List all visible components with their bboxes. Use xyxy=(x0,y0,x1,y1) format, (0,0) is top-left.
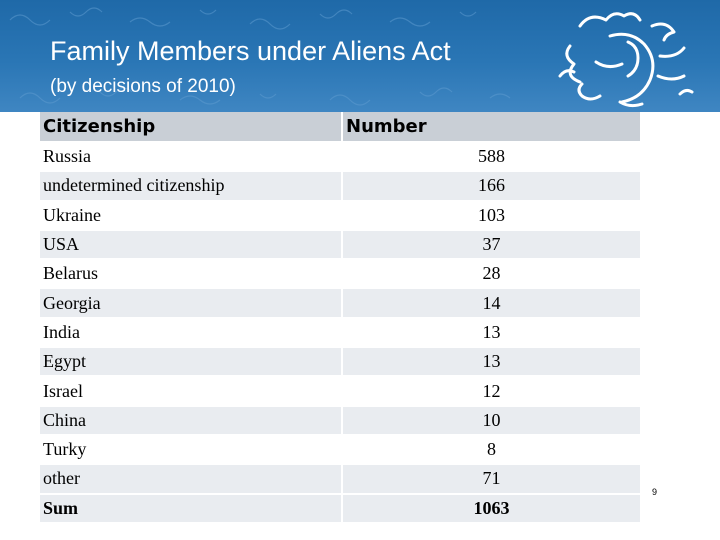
table-row xyxy=(40,464,640,493)
table-row xyxy=(40,171,640,200)
citizenship-cell: China xyxy=(40,406,342,435)
table-row xyxy=(40,230,640,259)
heraldic-lion-icon xyxy=(540,6,700,112)
number-cell: 103 xyxy=(342,201,640,230)
table-row xyxy=(40,201,640,230)
citizenship-cell: Egypt xyxy=(40,347,342,376)
citizenship-cell: USA xyxy=(40,230,342,259)
number-cell: 10 xyxy=(342,406,640,435)
citizenship-cell: undetermined citizenship xyxy=(40,171,342,200)
sum-row xyxy=(40,494,640,523)
table-row xyxy=(40,259,640,288)
title-banner xyxy=(0,0,720,112)
page-number: 9 xyxy=(652,487,658,497)
number-cell: 28 xyxy=(342,259,640,288)
citizenship-cell: Russia xyxy=(40,142,342,171)
table-row xyxy=(40,435,640,464)
number-cell: 12 xyxy=(342,376,640,405)
slide-subtitle: (by decisions of 2010) xyxy=(50,76,236,97)
number-cell: 14 xyxy=(342,288,640,317)
citizenship-cell: other xyxy=(40,464,342,493)
column-header-citizenship: Citizenship xyxy=(40,112,342,142)
number-cell: 166 xyxy=(342,171,640,200)
table-row xyxy=(40,142,640,171)
citizenship-cell: Israel xyxy=(40,376,342,405)
citizenship-cell: Turky xyxy=(40,435,342,464)
table-row xyxy=(40,288,640,317)
citizenship-cell: Ukraine xyxy=(40,201,342,230)
citizenship-table xyxy=(40,112,640,524)
citizenship-cell: Belarus xyxy=(40,259,342,288)
sum-value: 1063 xyxy=(342,494,640,523)
slide-title: Family Members under Aliens Act xyxy=(50,36,451,66)
table-row xyxy=(40,347,640,376)
number-cell: 8 xyxy=(342,435,640,464)
number-cell: 588 xyxy=(342,142,640,171)
citizenship-cell: Georgia xyxy=(40,288,342,317)
number-cell: 13 xyxy=(342,347,640,376)
table-header-row xyxy=(40,112,640,142)
sum-label: Sum xyxy=(40,494,342,523)
number-cell: 71 xyxy=(342,464,640,493)
number-cell: 37 xyxy=(342,230,640,259)
citizenship-cell: India xyxy=(40,318,342,347)
number-cell: 13 xyxy=(342,318,640,347)
column-header-number: Number xyxy=(342,112,640,142)
table-row xyxy=(40,376,640,405)
table-row xyxy=(40,406,640,435)
table-row xyxy=(40,318,640,347)
